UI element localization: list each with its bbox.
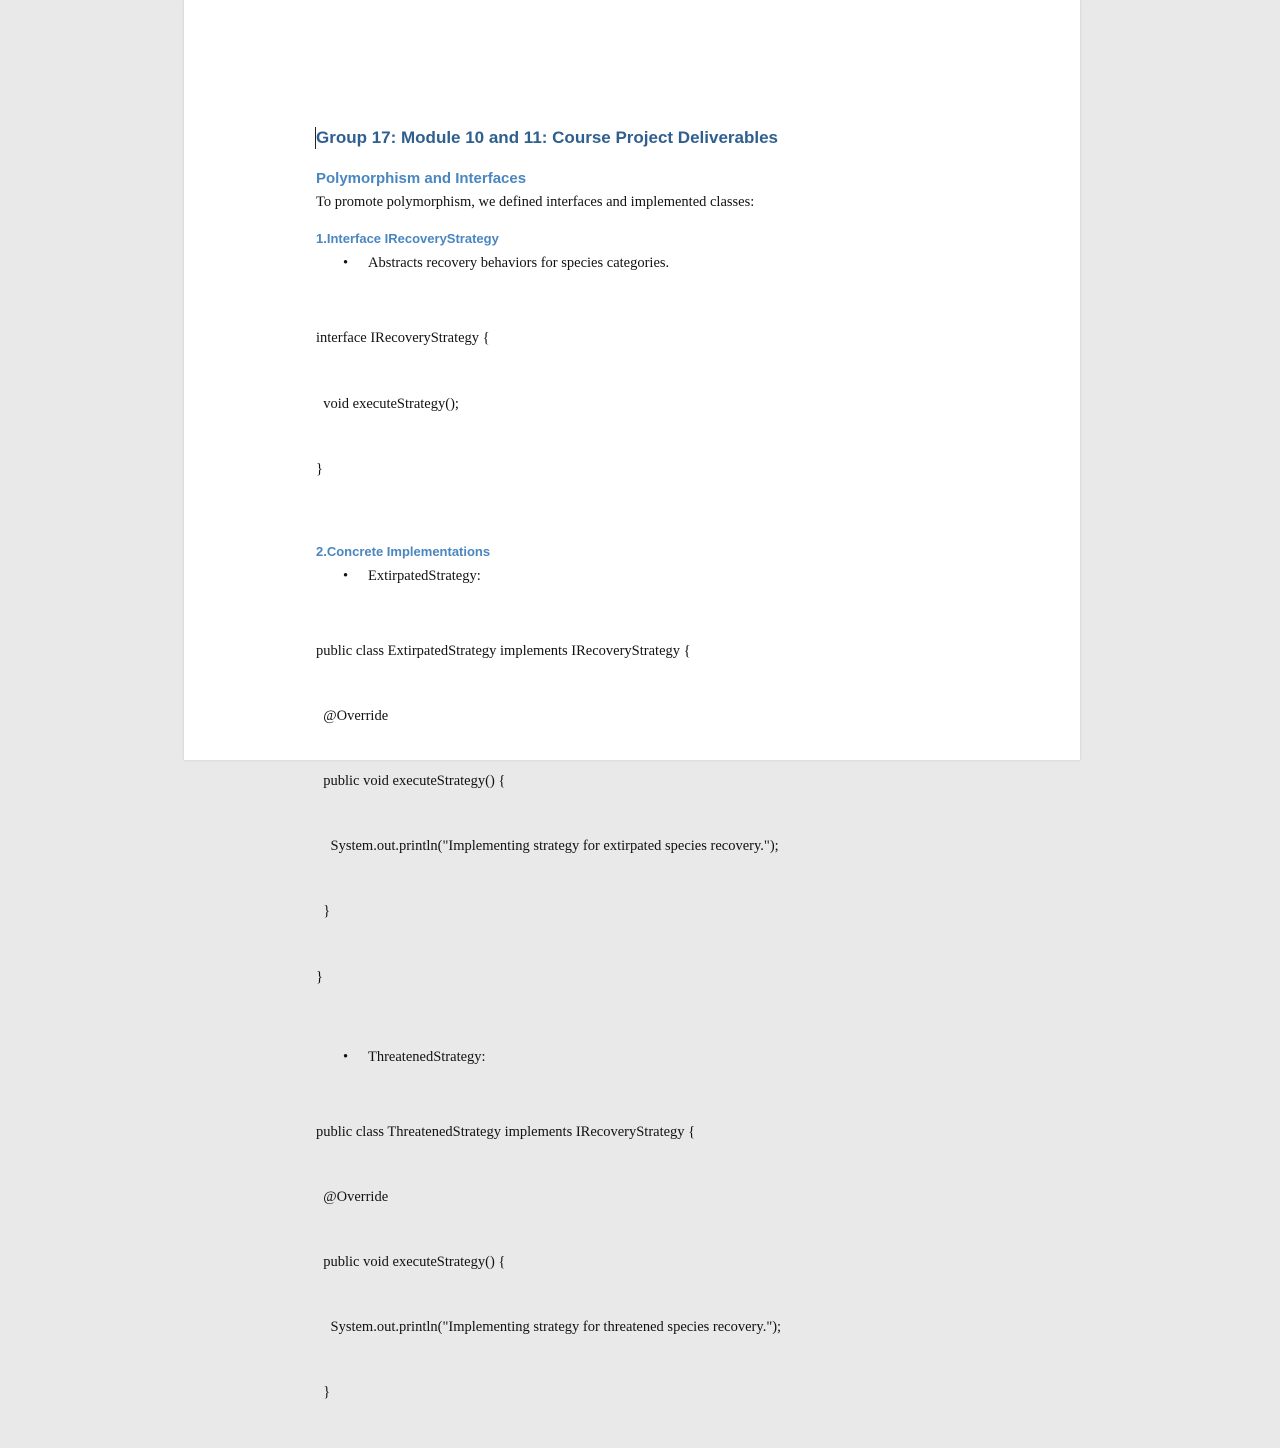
section-heading: Polymorphism and Interfaces (316, 170, 527, 187)
item2-heading: 2.Concrete Implementations (316, 543, 491, 559)
item2-code-block-a (316, 598, 1056, 1032)
bullet-glyph: • (343, 255, 349, 271)
document-page[interactable] (184, 0, 1080, 1401)
code-line: @Override (316, 708, 389, 725)
item1-bullet-text: Abstracts recovery behaviors for species categories. (368, 255, 670, 271)
text-cursor (315, 127, 316, 149)
item2-bullet-a (316, 567, 1056, 585)
intro-paragraph: To promote polymorphism, we defined interfaces and implemented classes: (316, 194, 755, 210)
code-line: public void executeStrategy() { (316, 1254, 506, 1271)
item1-bullet (316, 254, 1056, 272)
item1-code-block (316, 285, 1056, 524)
code-line: } (316, 460, 323, 477)
item2-bullet-b-text: ThreatenedStrategy: (368, 1048, 486, 1065)
code-line: public void executeStrategy() { (316, 773, 506, 790)
item2-bullet-b (316, 1048, 1056, 1066)
code-line: void executeStrategy(); (316, 395, 459, 412)
code-line: @Override (316, 1189, 389, 1206)
item1-heading: 1.Interface IRecoveryStrategy (316, 231, 499, 246)
item2-bullet-a-text: ExtirpatedStrategy: (368, 567, 481, 584)
code-line: System.out.println("Implementing strategy for extirpated species recovery."); (316, 838, 779, 855)
code-line: public class ExtirpatedStrategy implements IRecoveryStrategy { (316, 643, 691, 660)
bullet-glyph: • (343, 1048, 349, 1065)
code-line: interface IRecoveryStrategy { (316, 330, 490, 347)
code-line: } (316, 903, 331, 920)
document-title: Group 17: Module 10 and 11: Course Project Deliverables (316, 128, 778, 147)
item2-code-block-b (316, 1079, 1056, 1448)
code-line: System.out.println("Implementing strategy for threatened species recovery."); (316, 1319, 782, 1336)
bullet-glyph: • (343, 567, 349, 584)
document-body[interactable] (316, 124, 1056, 1448)
code-line: } (316, 968, 323, 985)
code-line: } (316, 1384, 331, 1401)
code-line: public class ThreatenedStrategy implements IRecoveryStrategy { (316, 1124, 696, 1141)
